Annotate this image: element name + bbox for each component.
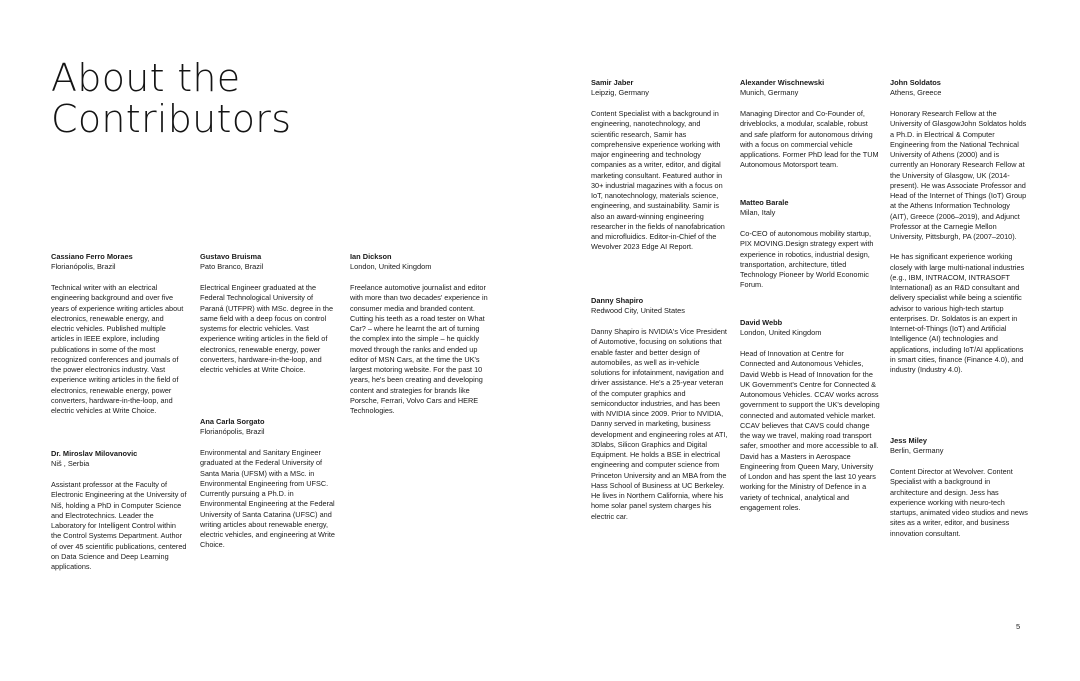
contributor-name: Gustavo Bruisma [200, 252, 262, 261]
contributor-location: Leipzig, Germany [591, 88, 649, 97]
contributor-bio: Technical writer with an electrical engineering background and over five years of experience writing articles about electronics, renewable energy, and electric vehicles. Published multiple articles in IEEE explore, including publications in some of the most recognized conferences and journals of the power electronics industry. Vast experience writing articles in the field of electronics, renewable energy, power converters, hardware-in-the-loop, and electric vehicles at Write Choice. [51, 283, 184, 415]
contributor-bio-continued: He has significant experience working closely with large multi-national industries (e.g., IBM, INTRACOM, INTRASOFT International) as an R&D consultant and delivery specialist while being a scientific advisor to various high-tech startup enterprises. Dr. Soldatos is an expert in Internet-of-Things (IoT) and Artificial Intelligence (AI) technologies and applications, including IoT/AI applications in smart cities, finance (Finance 4.0), and industry (Industry 4.0). [890, 252, 1025, 374]
contributor-location: Redwood City, United States [591, 306, 685, 315]
contributor-entry [591, 296, 728, 522]
contributor-entry [740, 78, 880, 171]
contributor-bio: Environmental and Sanitary Engineer graduated at the Federal University of Santa Maria (UFSM) with a MSc. in Environmental Engineering from UFSC. Currently pursuing a Ph.D. in Environmental Engineering at the Federal University of Santa Catarina (UFSC) and writing articles about renewable energy, electric vehicles, and engineering at Write Choice. [200, 448, 335, 550]
contributor-name: Alexander Wischnewski [740, 78, 825, 87]
contributor-bio: Danny Shapiro is NVIDIA's Vice President of Automotive, focusing on solutions that enable faster and better design of automobiles, as well as in-vehicle solutions for infotainment, navigation and driver assistance. He's a 25-year veteran of the computer graphics and semiconductor industries, and has been with NVIDIA since 2009. Prior to NVIDIA, Danny served in marketing, business development and engineering roles at ATI, 3Dlabs, Silicon Graphics and Digital Equipment. He holds a BSE in electrical engineering and computer science from Princeton University and an MBA from the Hass School of Business at UC Berkeley. He lives in Northern California, where his home solar panel system charges his electric car. [591, 327, 728, 521]
contributor-entry [740, 198, 880, 291]
contributor-bio: Content Specialist with a background in engineering, nanotechnology, and scientific research, Samir has comprehensive experience working with major engineering and technology companies as a writer, editor, and digital marketing consultant. Featured author in 30+ industrial magazines with a focus on IoT, nanotechnology, materials science, engineering, and sustainability. Samir is also an award-winning engineering researcher in the fields of nanofabrication and microfluidics. Editor-in-Chief of the Wevolver 2023 Edge AI Report. [591, 109, 725, 252]
contributor-location: Pato Branco, Brazil [200, 262, 264, 271]
contributor-location: Florianópolis, Brazil [51, 262, 116, 271]
contributor-entry [890, 78, 1028, 375]
contributor-location: Milan, Italy [740, 208, 776, 217]
title-line-2: Contributors [51, 97, 292, 141]
contributor-location: Niš , Serbia [51, 459, 90, 468]
contributor-name: Danny Shapiro [591, 296, 644, 305]
contributor-bio: Head of Innovation at Centre for Connected and Autonomous Vehicles, David Webb is Head of Innovation for the UK Government's Centre for Connected & Autonomous Vehicles. CCAV works across government to support the UK's developing connected and automated vehicle market. CCAV believes that CAVS could change the way we travel, making road transport safer, smoother and more accessible to all. David has a Masters in Aerospace Engineering from Queen Mary, University of London and has spent the last 10 years working for the Ministry of Defence in a variety of technical, analytical and engagement roles. [740, 349, 880, 512]
contributors-column-4 [591, 78, 728, 521]
contributor-location: Florianópolis, Brazil [200, 427, 265, 436]
page-number: 5 [1016, 622, 1021, 631]
contributor-name: John Soldatos [890, 78, 941, 87]
contributor-name: Samir Jaber [591, 78, 634, 87]
contributor-entry [200, 417, 337, 551]
contributor-entry [51, 252, 188, 416]
contributor-name: Ana Carla Sorgato [200, 417, 265, 426]
contributor-bio: Content Director at Wevolver. Content Specialist with a background in architecture and design. Jess has experience working with neuro-tech startups, animated video studios and news sites as a writer, editor, and business innovation consultant. [890, 467, 1028, 538]
contributor-bio: Freelance automotive journalist and editor with more than two decades' experience in consumer media and branded content. Cutting his teeth as a road tester on What Car? – where he learnt the art of turning the complex into the simple – he quickly moved through the ranks and ended up editor of MSN Cars, at the time the UK's largest motoring website. For the past 10 years, he's been creating and developing content and strategies for brands like Porsche, Ferrari, Volvo Cars and HERE Technologies. [350, 283, 488, 415]
contributors-column-1 [51, 252, 188, 571]
page-title [51, 58, 291, 140]
contributors-column-3 [350, 252, 488, 416]
contributor-name: Matteo Barale [740, 198, 789, 207]
contributors-column-5 [740, 78, 880, 512]
contributor-name: Dr. Miroslav Milovanovic [51, 449, 138, 458]
contributor-entry [591, 78, 728, 253]
contributor-name: David Webb [740, 318, 783, 327]
contributor-entry [200, 252, 337, 375]
contributor-entry [890, 436, 1028, 539]
contributor-name: Cassiano Ferro Moraes [51, 252, 133, 261]
contributor-bio: Honorary Research Fellow at the University of GlasgowJohn Soldatos holds a Ph.D. in Electrical & Computer Engineering from the National Technical University of Athens (2000) and is currently an Honorary Research Fellow at the University of Glasgow, UK (2014-present). He was Associate Professor and Head of the Internet of Things (IoT) Group at the Athens Information Technology (AIT), Greece (2006–2019), and Adjunct Professor at the Carnegie Mellon University, Pittsburgh, PA (2007–2010). [890, 109, 1027, 241]
contributor-name: Jess Miley [890, 436, 927, 445]
contributors-column-6 [890, 78, 1028, 538]
contributor-bio: Electrical Engineer graduated at the Federal Technological University of Paraná (UTFPR) with MSc. degree in the same field with a deep focus on control systems for electric vehicles. Vast experience writing articles in the field of electronics, renewable energy, power converters, hardware-in-the-loop, and electric vehicles at Write Choice. [200, 283, 334, 374]
contributor-location: Berlin, Germany [890, 446, 944, 455]
contributor-location: London, United Kingdom [350, 262, 432, 271]
title-line-1: About the [51, 56, 241, 100]
contributors-column-2 [200, 252, 337, 550]
contributor-location: London, United Kingdom [740, 328, 822, 337]
contributor-entry [51, 449, 188, 572]
contributor-location: Athens, Greece [890, 88, 942, 97]
contributor-location: Munich, Germany [740, 88, 799, 97]
contributor-bio: Co-CEO of autonomous mobility startup, PIX MOVING.Design strategy expert with experience in robotics, industrial design, transportation, architecture, titled Technology Pioneer by World Economic Forum. [740, 229, 874, 290]
contributor-entry [350, 252, 488, 416]
contributor-name: Ian Dickson [350, 252, 392, 261]
contributor-entry [740, 318, 880, 513]
contributor-bio: Assistant professor at the Faculty of Electronic Engineering at the University of Niš, holding a PhD in Computer Science and Electrotechnics. Leader the Laboratory for Intelligent Control within the Control Systems Department. Author of over 45 scientific publications, centered on Data Science and Deep Learning applications. [51, 480, 187, 571]
contributor-bio: Managing Director and Co-Founder of, driveblocks, a modular, scalable, robust and safe platform for autonomous driving with a focus on commercial vehicle applications. Former PhD lead for the TUM Autonomous Motorsport team. [740, 109, 879, 170]
